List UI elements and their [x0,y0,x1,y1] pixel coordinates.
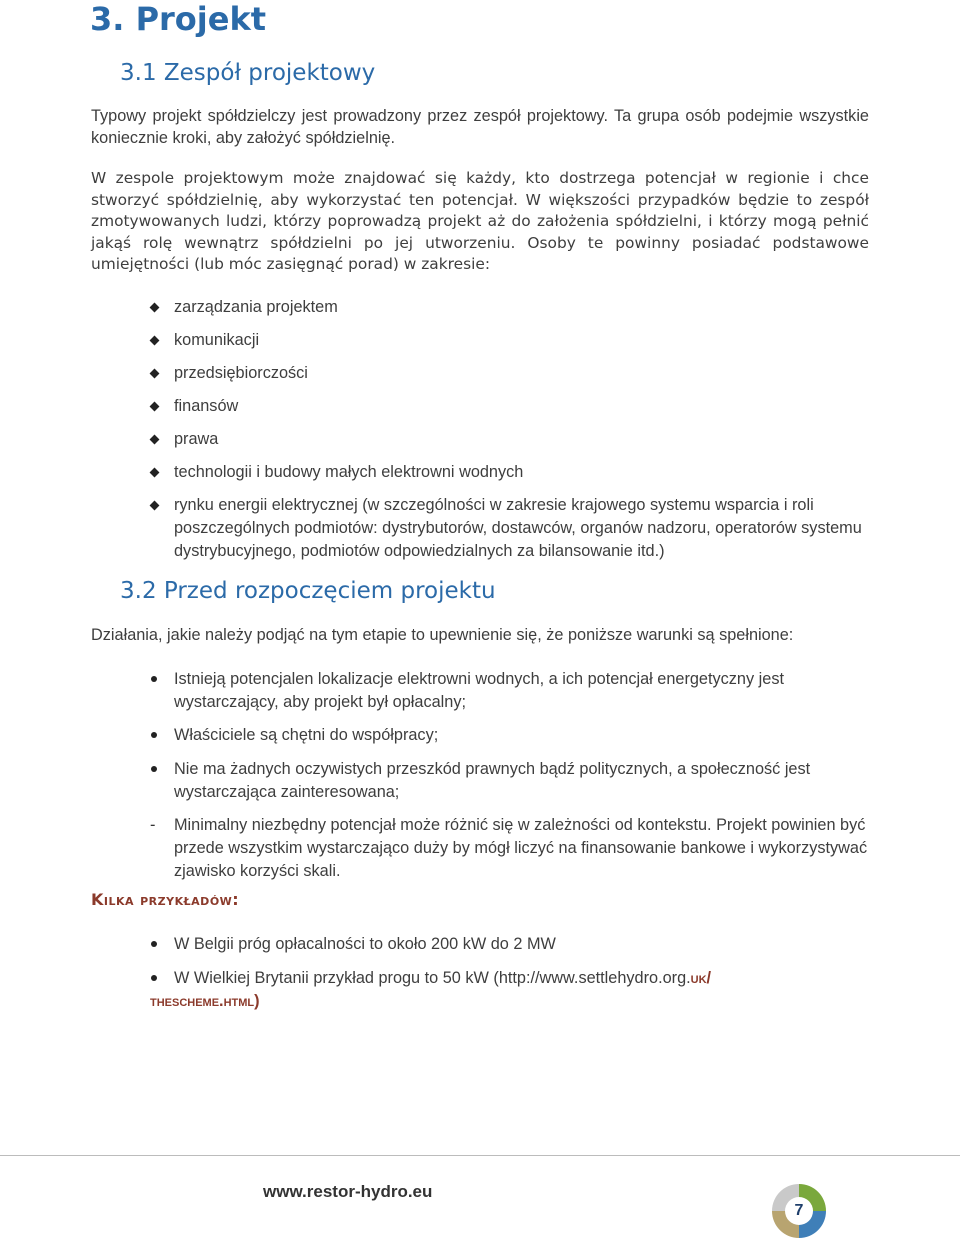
paragraph-before-project-intro: Działania, jakie należy podjąć na tym etapie to upewnienie się, że poniższe warunki są spełnione: [91,626,794,644]
examples-heading: Kilka przykładów: [91,890,240,909]
footer-divider [0,1155,960,1156]
list-item: rynku energii elektrycznej (w szczególności w zakresie krajowego systemu wsparcia i roli poszczególnych podmiotów: dystrybutorów, dostawców, organów nadzoru, operatorów systemu dystrybucyjnego, podmiotów odpowiedzialnych za bilansowanie itd.) [150,494,870,563]
example-uk-link-continued[interactable]: thescheme.html [150,992,255,1010]
diamond-bullet-icon [150,501,160,511]
dash-bullet: - [150,816,156,834]
round-bullet-icon [151,676,157,682]
list-item: W Belgii próg opłacalności to około 200 kW do 2 MW [150,933,870,956]
round-bullet-icon [151,732,157,738]
subsection-title-before-project: 3.2 Przed rozpoczęciem projektu [120,578,496,604]
section-title: 3. Projekt [90,0,267,38]
round-bullet-icon [151,975,157,981]
page-number: 7 [794,1202,804,1219]
paragraph-team-intro: Typowy projekt spółdzielczy jest prowadzony przez zespół projektowy. Ta grupa osób podejmie wszystkie koniecznie kroki, aby założyć spółdzielnię. [91,107,869,147]
list-item: zarządzania projektem [150,296,870,319]
list-item: komunikacji [150,329,870,352]
diamond-bullet-icon [150,303,160,313]
diamond-bullet-icon [150,336,160,346]
list-item: Istnieją potencjalen lokalizacje elektrowni wodnych, a ich potencjał energetyczny jest wystarczający, aby projekt był opłacalny; [150,668,870,714]
footer-website-link[interactable]: www.restor-hydro.eu [263,1182,433,1201]
list-item: Nie ma żadnych oczywistych przeszkód prawnych bądź politycznych, a społeczność jest wystarczająca zainteresowana; [150,758,870,804]
example-uk-close-paren: ) [254,992,260,1010]
subsection-title-team: 3.1 Zespół projektowy [120,60,376,86]
round-bullet-icon [151,766,157,772]
list-item: prawa [150,428,870,451]
paragraph-team-details: W zespole projektowym może znajdować się każdy, kto dostrzega potencjał w regionie i chce stworzyć spółdzielnię, aby wykorzystać ten potencjał. W większości przypadków będzie to zespół zmotywowanych ludzi, którzy poprowadzą projekt aż do założenia spółdzielni, i którzy mogą pełnić jakąś rolę wewnątrz spółdzielni po jej utworzeniu. Osoby te powinny posiadać podstawowe umiejętności (lub móc zasięgnąć porad) w zakresie: [91,169,869,273]
list-item: technologii i budowy małych elektrowni wodnych [150,461,870,484]
example-uk-text: W Wielkiej Brytanii przykład progu to 50 kW (http://www.settlehydro.org. [174,969,691,987]
diamond-bullet-icon [150,435,160,445]
list-item: finansów [150,395,870,418]
list-item: Właściciele są chętni do współpracy; [150,724,870,747]
diamond-bullet-icon [150,468,160,478]
diamond-bullet-icon [150,369,160,379]
list-item [150,967,870,1013]
example-uk-link[interactable]: uk/ [690,969,712,987]
list-item: przedsiębiorczości [150,362,870,385]
round-bullet-icon [151,941,157,947]
list-item: - Minimalny niezbędny potencjał może różnić się w zależności od kontekstu. Projekt powinien być przede wszystkim wystarczająco duży by mógł liczyć na finansowanie bankowe i wykorzystywać zjawisko korzyści skali. [150,816,868,880]
diamond-bullet-icon [150,402,160,412]
